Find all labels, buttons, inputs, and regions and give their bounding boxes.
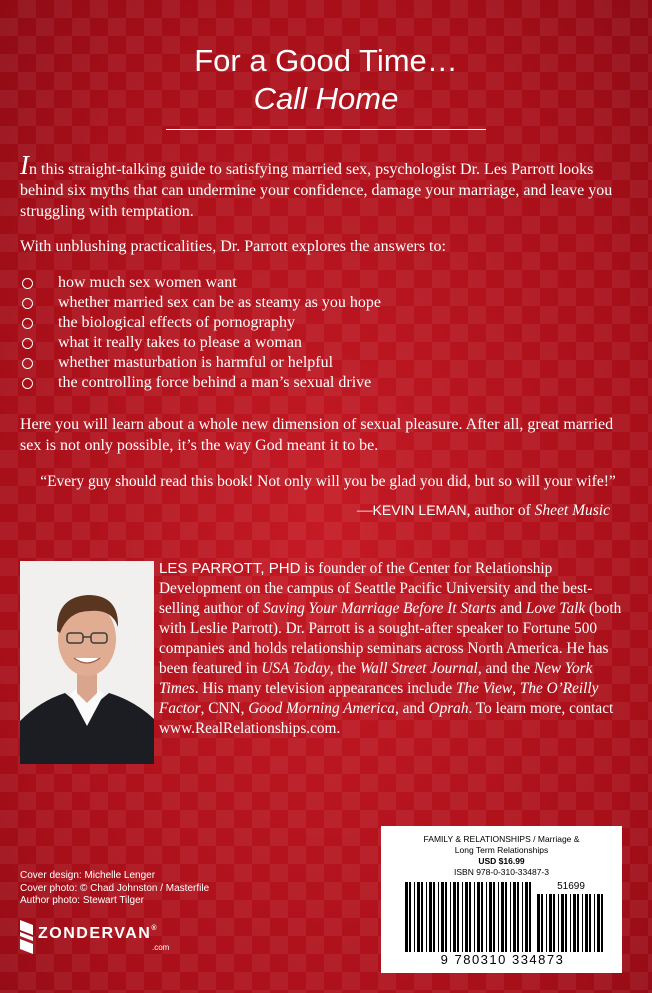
barcode-icon <box>381 826 622 973</box>
bio-book-title: Love Talk <box>525 600 586 617</box>
intro-text: n this straight-talking guide to satisfying married sex, psychologist Dr. Les Parrott looks behind six myths that can undermine your confidence, damage your marriage, and leave you struggling with temptation. <box>20 161 613 220</box>
barcode-panel <box>381 826 622 973</box>
bio-text: and <box>496 600 526 617</box>
credit-line: Author photo: Stewart Tilger <box>20 895 144 906</box>
bio-tv-show: The View <box>455 680 513 697</box>
list-item <box>22 373 622 393</box>
bio-tv-show: Good Morning America <box>248 700 395 717</box>
endorsement-quote: “Every guy should read this book! Not only will you be glad you did, but so will your wife!” <box>40 473 616 490</box>
list-item-text: the biological effects of pornography <box>58 314 295 331</box>
credits <box>20 870 209 908</box>
bio-publication: Wall Street Journal <box>359 660 478 677</box>
attribution-text: , author of <box>466 502 535 519</box>
closing-paragraph: Here you will learn about a whole new dimension of sexual pleasure. After all, great married sex is not only possible, it’s the way God meant it to be. <box>20 416 614 454</box>
barcode-digits: 9 780310 334873 <box>440 952 565 967</box>
bio-text: , and <box>394 700 429 717</box>
circle-outline-icon <box>22 378 33 389</box>
bio-text: . To learn more, contact www.RealRelationships.com. <box>159 700 614 737</box>
bio-publication: USA Today <box>261 660 330 677</box>
author-portrait-icon <box>20 561 154 764</box>
bio-tv-show: Oprah <box>428 700 469 717</box>
author-name: LES PARROTT, PHD <box>159 560 301 577</box>
list-item <box>22 313 622 333</box>
price-label: USD $16.99 <box>478 856 525 866</box>
list-item <box>22 293 622 313</box>
list-item <box>22 333 622 353</box>
credit-line: Cover design: Michelle Lenger <box>20 870 156 881</box>
bio-text: , and the <box>477 660 534 677</box>
list-item <box>22 273 622 293</box>
author-bio <box>159 559 629 739</box>
bullet-list <box>22 273 622 393</box>
bio-text: (both with Leslie Parrott). Dr. Parrott is a sought-after speaker to Fortune 500 companies and holds relationship seminars across North America. He has been featured in <box>159 600 622 677</box>
bisac-category-cont: Long Term Relationships <box>454 845 549 855</box>
publisher-logo <box>20 918 200 958</box>
publisher-wordmark: ZONDERVAN <box>38 925 152 942</box>
list-item-text: whether masturbation is harmful or helpful <box>58 354 334 371</box>
attribution-dash: — <box>357 502 373 519</box>
intro-dropcap: I <box>20 150 29 180</box>
list-item-text: the controlling force behind a man’s sexual drive <box>58 374 372 391</box>
bio-tv-show: The O’Reilly Factor <box>159 680 599 717</box>
circle-outline-icon <box>22 298 33 309</box>
list-item-text: whether married sex can be as steamy as you hope <box>58 294 381 311</box>
list-item <box>22 353 622 373</box>
bio-book-title: Saving Your Marriage Before It Starts <box>263 600 497 617</box>
list-item-text: how much sex women want <box>58 274 237 291</box>
circle-outline-icon <box>22 278 33 289</box>
publisher-name <box>38 925 157 943</box>
author-photo <box>20 561 154 764</box>
list-item-text: what it really takes to please a woman <box>58 334 302 351</box>
bisac-category: FAMILY & RELATIONSHIPS / Marriage & <box>423 834 580 844</box>
bio-text: . His many television appearances include <box>194 680 456 697</box>
bio-text: , CNN, <box>200 700 249 717</box>
endorser-name: KEVIN LEMAN <box>372 502 467 518</box>
isbn-label: ISBN 978-0-310-33487-3 <box>454 867 549 877</box>
bio-text: , <box>512 680 520 697</box>
circle-outline-icon <box>22 358 33 369</box>
circle-outline-icon <box>22 318 33 329</box>
title-line-1: For a Good Time… <box>194 43 458 78</box>
intro-paragraph <box>20 150 630 222</box>
bio-text: , the <box>329 660 360 677</box>
price-code: 51699 <box>557 881 585 892</box>
bio-publication: New York Times <box>159 660 593 697</box>
bio-text: is founder of the Center for Relationship Development on the campus of Seattle Pacific University and the best-selling author of <box>159 560 593 617</box>
endorser-book: Sheet Music <box>534 502 610 519</box>
title-divider <box>166 129 486 130</box>
registered-mark: ® <box>151 925 157 932</box>
publisher-suffix: .com <box>152 943 170 952</box>
circle-outline-icon <box>22 338 33 349</box>
endorsement-attribution <box>357 500 610 521</box>
lead-paragraph: With unblushing practicalities, Dr. Parrott explores the answers to: <box>20 238 446 255</box>
title-line-2: Call Home <box>253 81 399 116</box>
zondervan-logo-icon <box>20 920 33 954</box>
credit-line: Cover photo: © Chad Johnston / Masterfile <box>20 882 210 894</box>
